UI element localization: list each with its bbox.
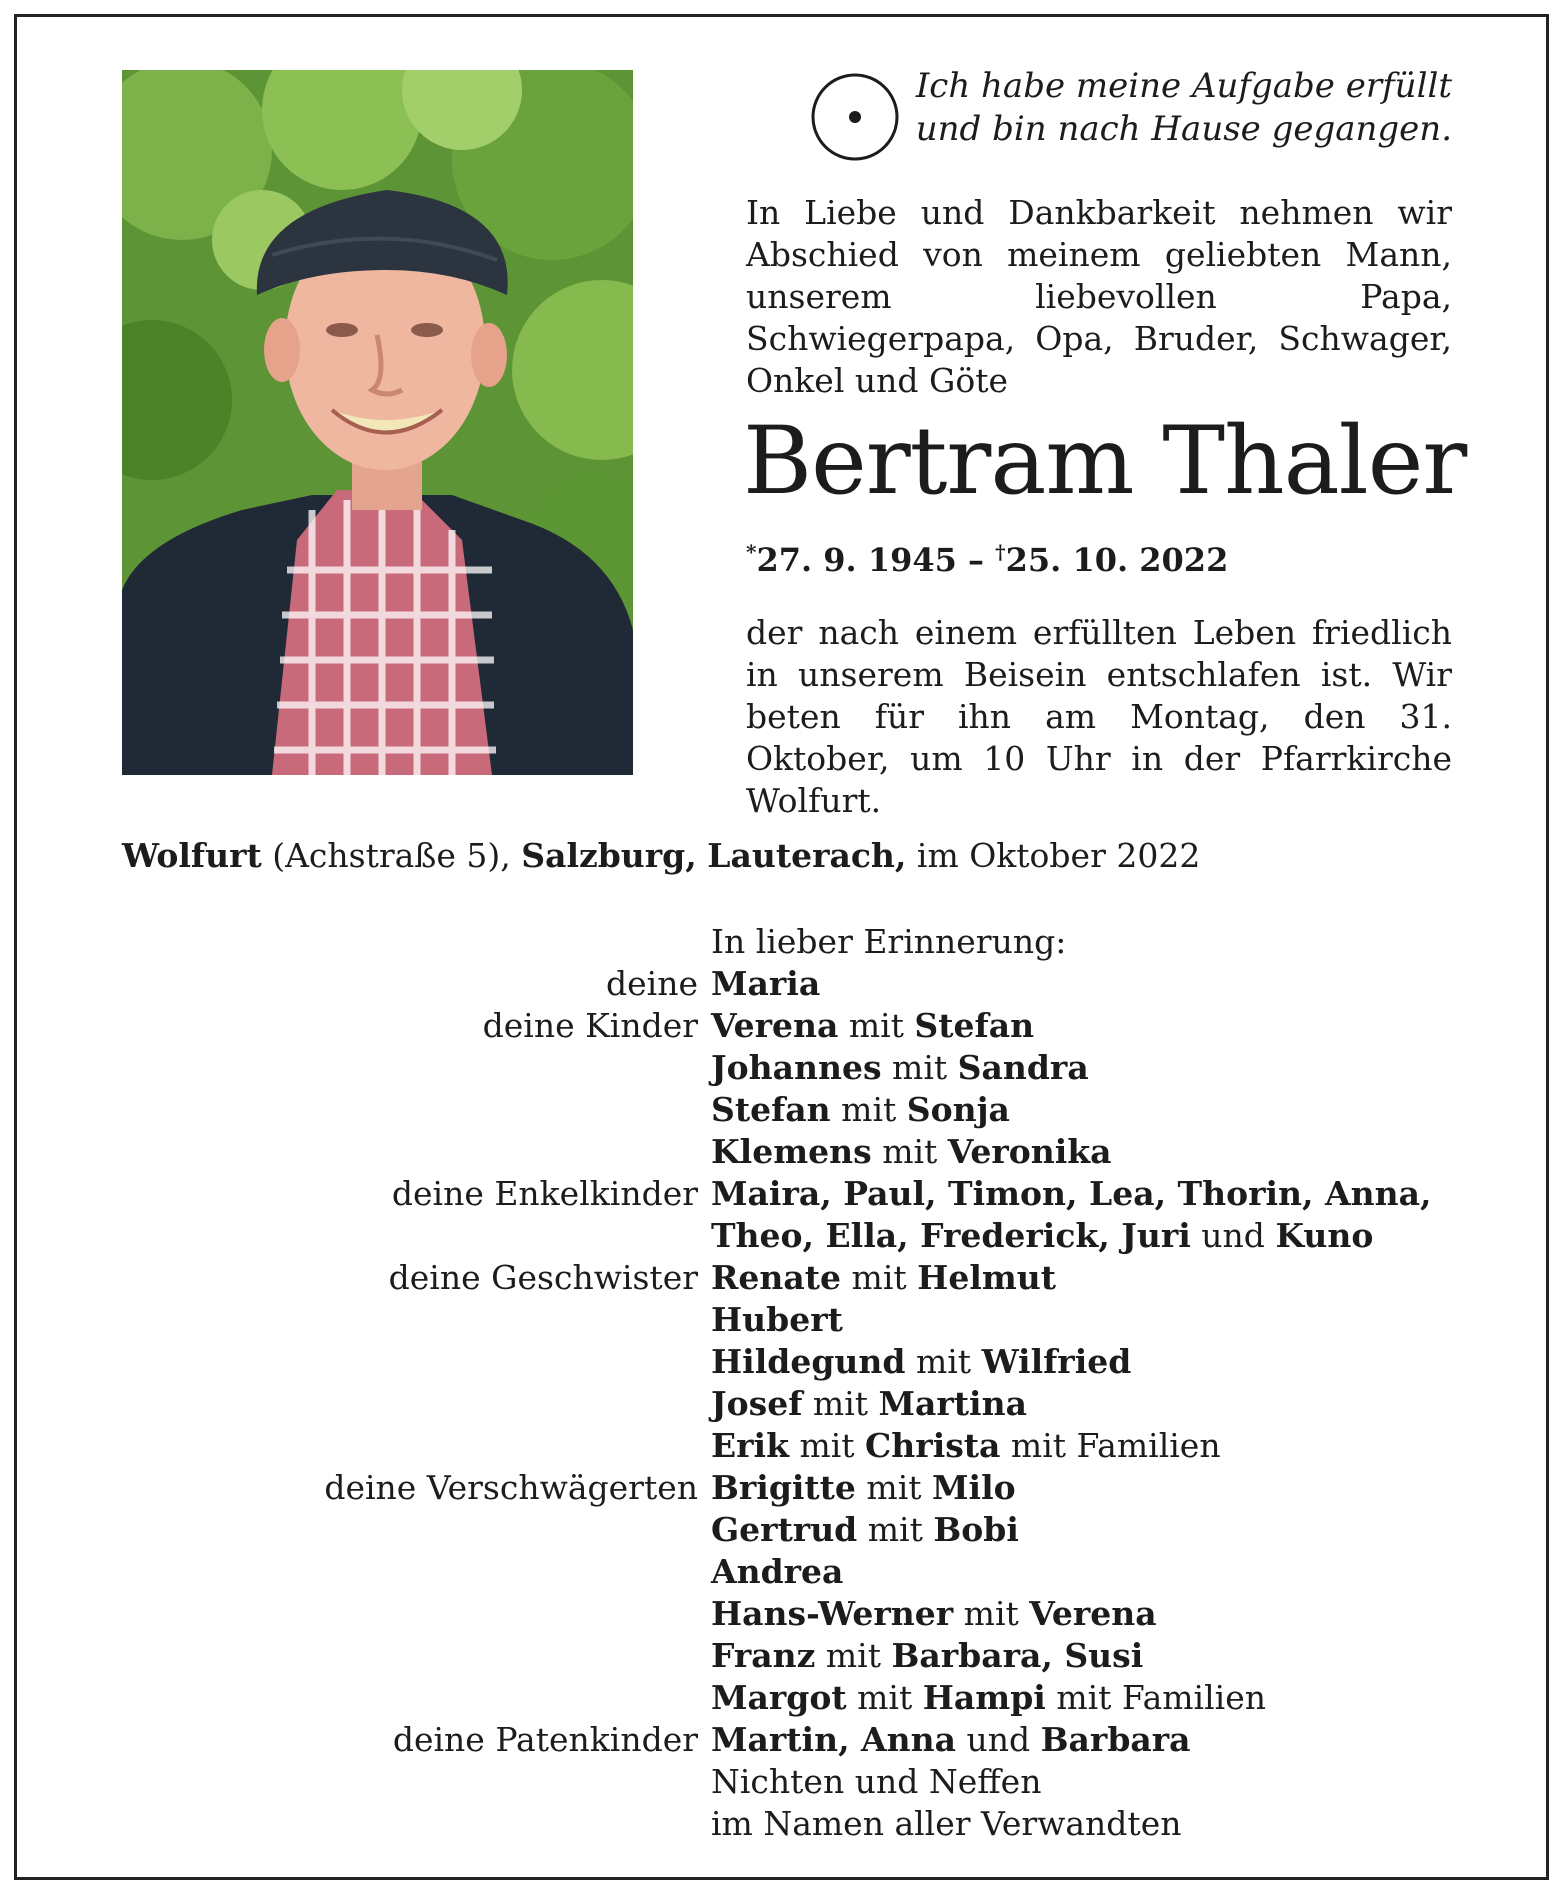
- connector-text: mit: [855, 1468, 933, 1507]
- relative-name: Martin, Anna: [711, 1720, 957, 1759]
- survivor-row: [17, 1173, 1552, 1215]
- relative-name: Martina: [878, 1384, 1027, 1423]
- portrait-photo: [122, 70, 633, 775]
- relative-name: Klemens: [711, 1132, 872, 1171]
- place-name: Lauterach,: [707, 836, 907, 875]
- relative-name: Verena: [711, 1006, 839, 1045]
- connector-text: mit Familien: [1000, 1426, 1221, 1465]
- connector-text: mit: [841, 1258, 918, 1297]
- relative-name: Maira, Paul, Timon, Lea, Thorin, Anna,: [711, 1174, 1432, 1213]
- survivor-row: [17, 1341, 1552, 1383]
- motto-line: Ich habe meine Aufgabe erfüllt: [915, 66, 1452, 106]
- relative-name: Franz: [711, 1636, 816, 1675]
- survivor-row: [17, 1761, 1552, 1803]
- death-symbol: †: [995, 540, 1006, 564]
- relative-name: Kuno: [1275, 1216, 1374, 1255]
- relative-name: Josef: [711, 1384, 803, 1423]
- relative-names: [711, 1803, 1181, 1845]
- survivor-row: [17, 1551, 1552, 1593]
- survivor-row: [17, 1677, 1552, 1719]
- motto: [897, 65, 1452, 151]
- relative-name: Hans-Werner: [711, 1594, 954, 1633]
- survivor-row: [17, 1089, 1552, 1131]
- survivor-row: [17, 1215, 1552, 1257]
- birth-date: 27. 9. 1945: [756, 541, 957, 579]
- relative-name: Verena: [1029, 1594, 1157, 1633]
- relative-names: [711, 1173, 1431, 1215]
- connector-text: mit: [871, 1132, 948, 1171]
- death-symbol-icon: [809, 71, 901, 163]
- survivor-row: [17, 1299, 1552, 1341]
- address: (Achstraße 5),: [261, 836, 522, 875]
- motto-line: und bin nach Hause gegangen.: [915, 109, 1452, 149]
- birth-symbol: *: [746, 540, 757, 564]
- connector-text: und: [1190, 1216, 1276, 1255]
- relative-name: Hampi: [922, 1678, 1046, 1717]
- relative-name: Christa: [865, 1426, 1001, 1465]
- relative-names: [711, 1635, 1143, 1677]
- relative-name: Barbara: [1040, 1720, 1191, 1759]
- relative-name: Johannes: [711, 1048, 882, 1087]
- survivor-row: [17, 963, 1552, 1005]
- relative-names: [711, 1761, 1041, 1803]
- survivor-row: [17, 1635, 1552, 1677]
- survivor-list: [17, 963, 1552, 1845]
- connector-text: mit: [857, 1510, 934, 1549]
- relative-names: [711, 1383, 1027, 1425]
- relative-name: Erik: [711, 1426, 789, 1465]
- connector-text: im Namen aller Verwandten: [711, 1804, 1182, 1843]
- relative-name: Barbara, Susi: [891, 1636, 1144, 1675]
- relation-label: deine: [606, 964, 698, 1003]
- connector-text: Nichten und Neffen: [711, 1762, 1042, 1801]
- notice-date: im Oktober 2022: [906, 836, 1201, 875]
- connector-text: mit: [838, 1006, 915, 1045]
- survivor-row: [17, 1467, 1552, 1509]
- connector-text: mit Familien: [1045, 1678, 1266, 1717]
- portrait-illustration: [122, 70, 633, 775]
- relative-names: [711, 1257, 1056, 1299]
- relative-name: Sonja: [906, 1090, 1010, 1129]
- connector-text: mit: [905, 1342, 982, 1381]
- relative-name: Milo: [932, 1468, 1016, 1507]
- intro-text: In Liebe und Dankbarkeit nehmen wir Abschied von meinem geliebten Mann, unserem liebevollen Papa, Schwiegerpapa, Opa, Bruder, Schwager, Onkel und Göte: [746, 193, 1452, 400]
- connector-text: mit: [830, 1090, 907, 1129]
- relative-names: [711, 1677, 1266, 1719]
- connector-text: mit: [815, 1636, 892, 1675]
- relative-names: [711, 1341, 1131, 1383]
- relative-name: Theo, Ella, Frederick, Juri: [711, 1216, 1191, 1255]
- relative-name: Bobi: [933, 1510, 1019, 1549]
- survivor-row: [17, 1593, 1552, 1635]
- relative-name: Margot: [711, 1678, 847, 1717]
- place-name: Salzburg,: [521, 836, 697, 875]
- relative-names: [711, 1719, 1191, 1761]
- relative-names: [711, 1131, 1112, 1173]
- relation-label: deine Patenkinder: [392, 1720, 698, 1759]
- death-date: 25. 10. 2022: [1005, 541, 1229, 579]
- relative-name: Andrea: [711, 1552, 844, 1591]
- place-name: Wolfurt: [122, 836, 262, 875]
- deceased-name: Bertram Thaler: [743, 407, 1467, 516]
- relative-name: Stefan: [914, 1006, 1035, 1045]
- relative-name: Gertrud: [711, 1510, 858, 1549]
- separator: [697, 836, 708, 875]
- relative-names: [711, 1005, 1034, 1047]
- connector-text: mit: [846, 1678, 923, 1717]
- relative-names: [711, 1299, 843, 1341]
- survivor-row: [17, 1425, 1552, 1467]
- relative-names: [711, 1425, 1221, 1467]
- survivor-row: [17, 1047, 1552, 1089]
- date-dash: –: [968, 541, 985, 579]
- connector-text: und: [956, 1720, 1041, 1759]
- closing-text: der nach einem erfüllten Leben friedlich in unserem Beisein entschlafen ist. Wir beten für ihn am Montag, den 31. Oktober, um 10 Uhr in der Pfarrkirche Wolfurt.: [746, 613, 1452, 820]
- survivor-row: [17, 1257, 1552, 1299]
- relative-name: Hubert: [711, 1300, 843, 1339]
- relative-names: [711, 1089, 1010, 1131]
- connector-text: mit: [788, 1426, 866, 1465]
- relative-name: Brigitte: [711, 1468, 856, 1507]
- survivor-row: [17, 1509, 1552, 1551]
- survivor-row: [17, 1383, 1552, 1425]
- relative-names: [711, 1467, 1016, 1509]
- relative-name: Sandra: [957, 1048, 1089, 1087]
- relative-names: [711, 1551, 843, 1593]
- relative-names: [711, 1509, 1019, 1551]
- survivor-row: [17, 1131, 1552, 1173]
- survivor-row: [17, 1719, 1552, 1761]
- obituary-notice: [14, 14, 1549, 1880]
- connector-text: mit: [881, 1048, 958, 1087]
- relative-name: Renate: [711, 1258, 842, 1297]
- relative-names: [711, 1593, 1157, 1635]
- connector-text: mit: [953, 1594, 1030, 1633]
- relation-label: deine Verschwägerten: [324, 1468, 698, 1507]
- relative-name: Helmut: [917, 1258, 1057, 1297]
- survivor-row: [17, 1803, 1552, 1845]
- relation-label: deine Geschwister: [388, 1258, 698, 1297]
- relative-names: [711, 1215, 1373, 1257]
- relative-name: Wilfried: [981, 1342, 1132, 1381]
- relative-names: [711, 1047, 1089, 1089]
- relative-name: Stefan: [711, 1090, 831, 1129]
- connector-text: mit: [802, 1384, 879, 1423]
- relative-name: Veronika: [947, 1132, 1112, 1171]
- relative-names: [711, 963, 820, 1005]
- relation-label: deine Enkelkinder: [391, 1174, 698, 1213]
- relation-label: deine Kinder: [482, 1006, 698, 1045]
- life-dates: [746, 531, 1228, 581]
- location-line: [122, 835, 1200, 877]
- relative-name: Maria: [711, 964, 821, 1003]
- survivor-row: [17, 1005, 1552, 1047]
- relative-name: Hildegund: [711, 1342, 906, 1381]
- memory-heading: In lieber Erinnerung:: [711, 922, 1067, 961]
